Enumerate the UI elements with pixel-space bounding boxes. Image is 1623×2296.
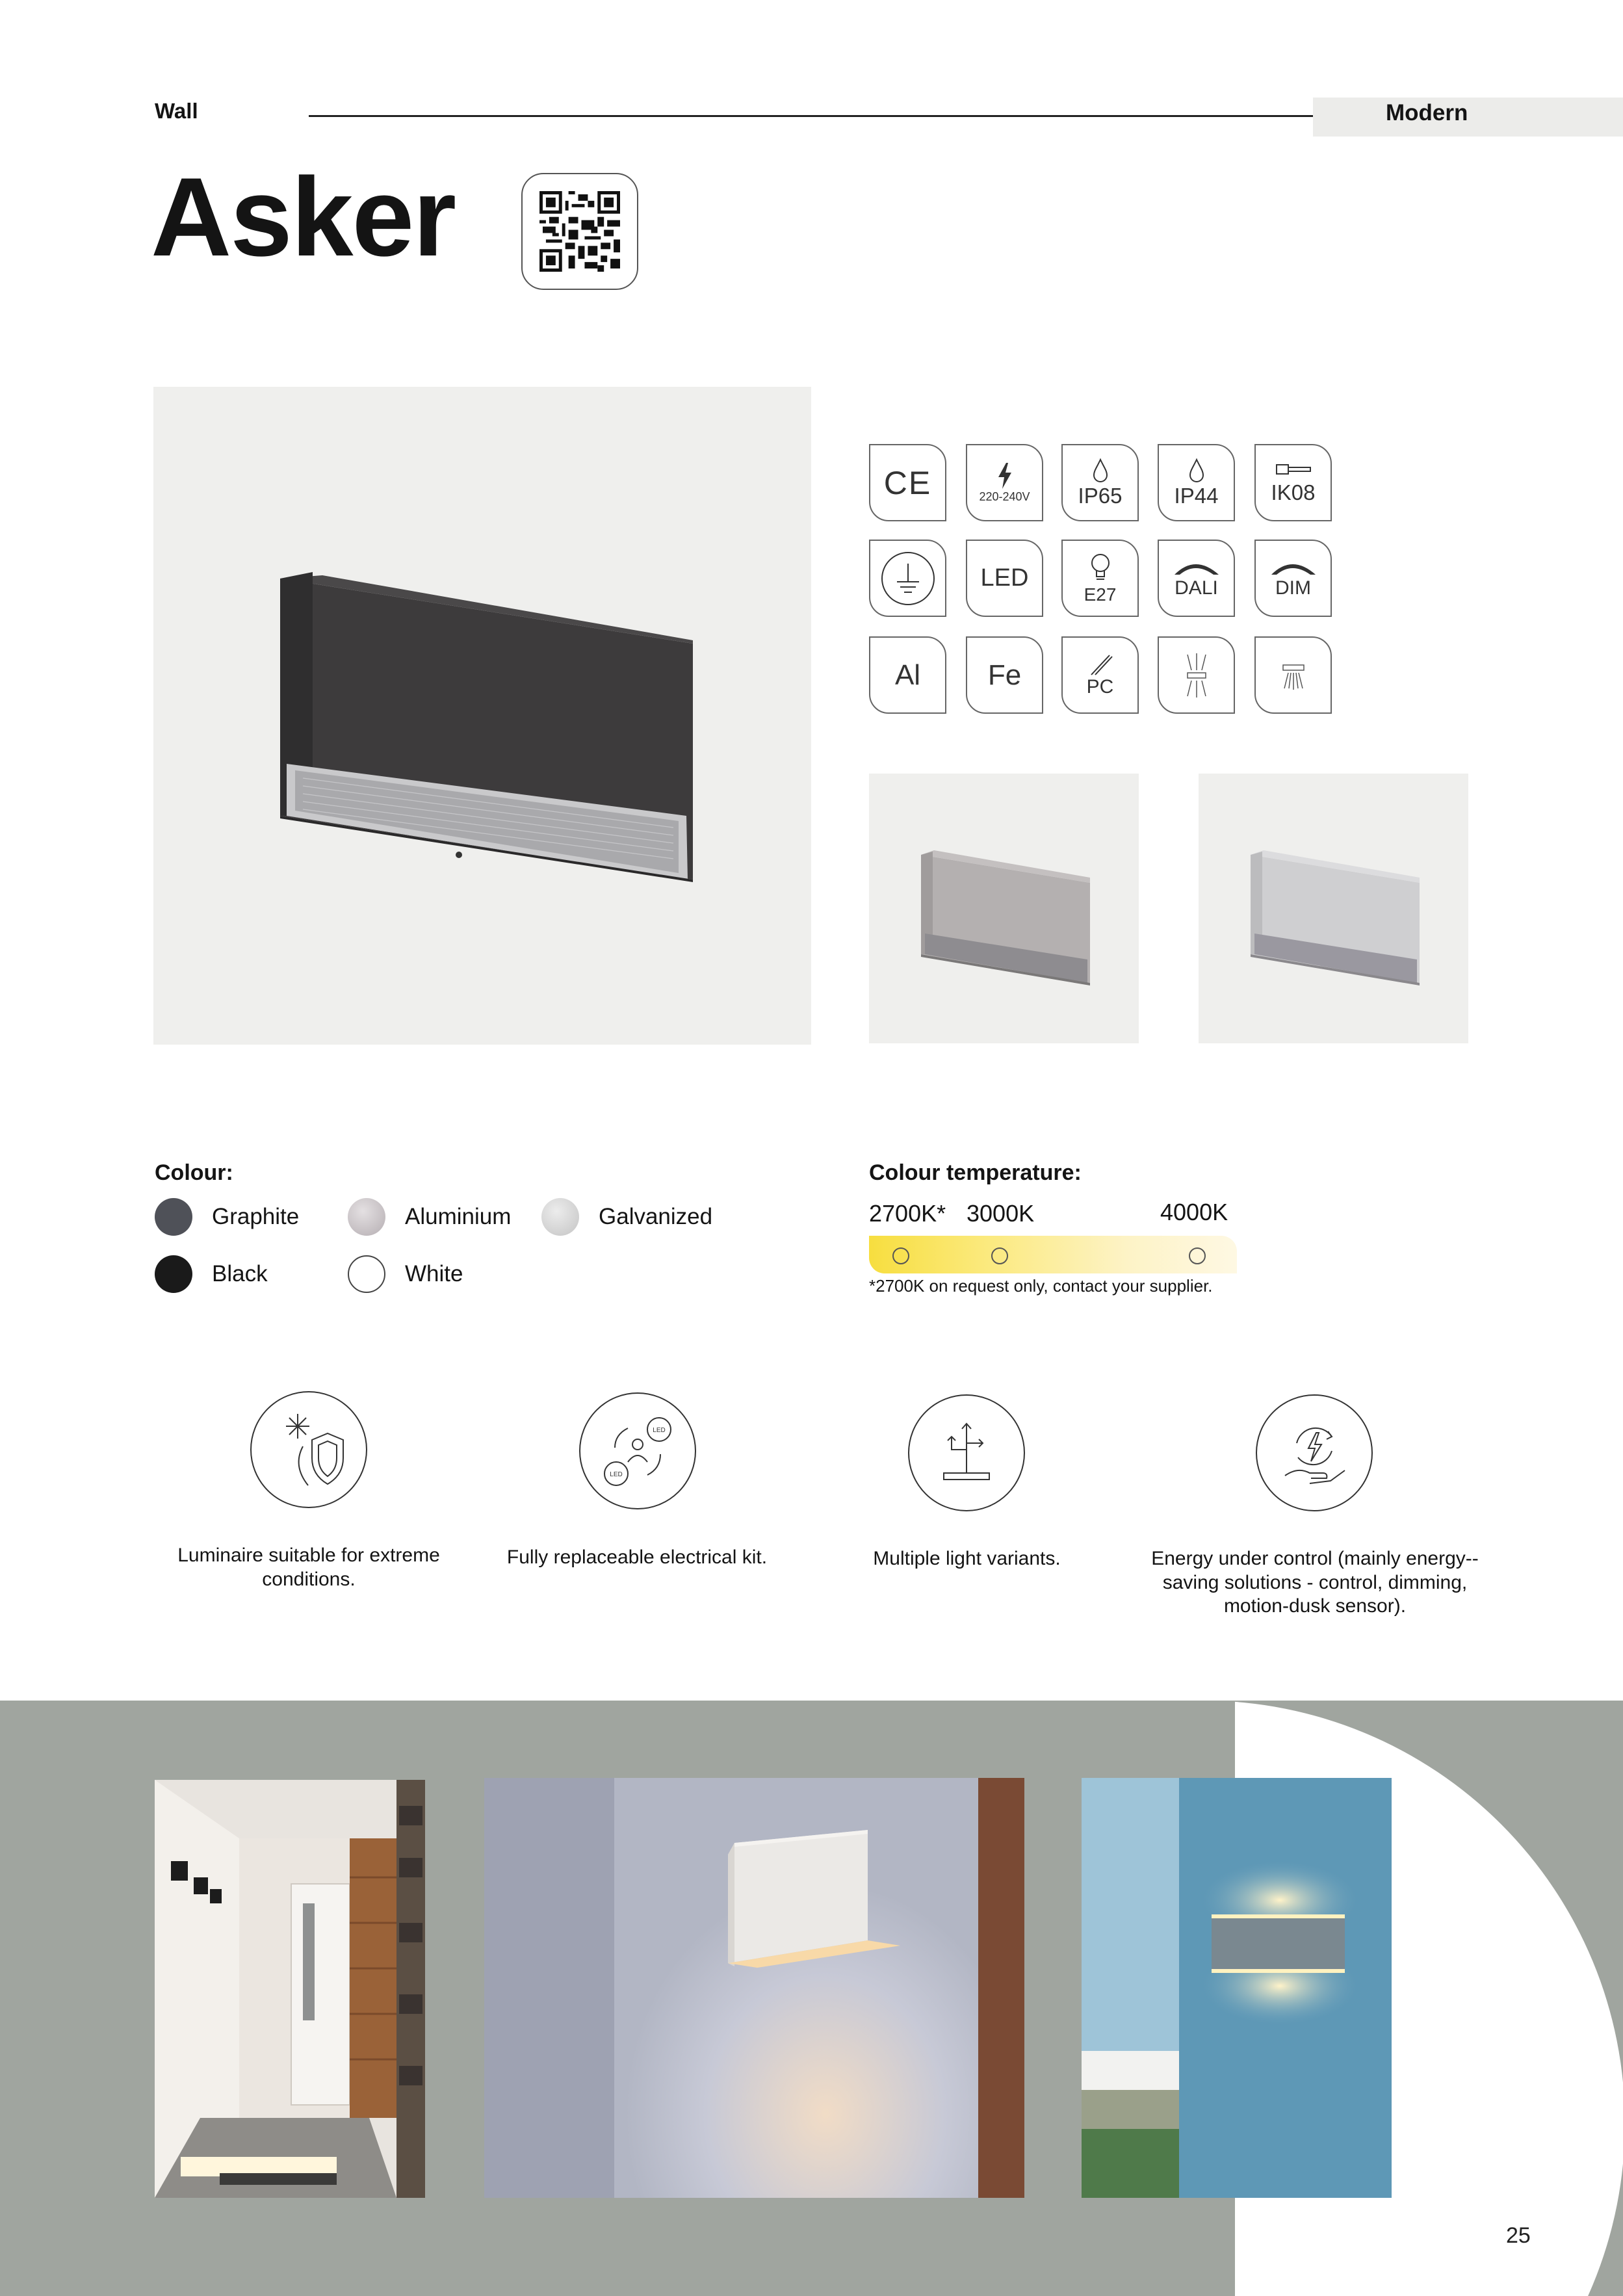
header-divider — [309, 115, 1313, 117]
qr-code[interactable] — [521, 173, 638, 290]
colour-option-aluminium[interactable]: Aluminium — [348, 1198, 511, 1236]
colour-option-galvanized[interactable]: Galvanized — [541, 1198, 712, 1236]
ik08-badge: IK08 — [1254, 444, 1332, 521]
temperature-marker-2700k[interactable] — [892, 1247, 909, 1264]
feature-energy-control — [1256, 1394, 1373, 1511]
temperature-marker-4000k[interactable] — [1189, 1247, 1206, 1264]
white-swatch — [348, 1255, 385, 1293]
led-badge — [966, 540, 1043, 617]
feature-replaceable-kit — [579, 1392, 696, 1509]
colour-option-graphite[interactable]: Graphite — [155, 1198, 299, 1236]
down-light-badge — [1254, 636, 1332, 714]
energy-control-icon — [1272, 1411, 1357, 1495]
ip44-badge: IP44 — [1158, 444, 1235, 521]
qr-code-icon — [539, 191, 620, 272]
earth-ground-icon — [879, 549, 937, 608]
dim-badge: DIM — [1254, 540, 1332, 617]
temperature-footnote: *2700K on request only, contact your supplier. — [869, 1276, 1213, 1296]
aluminium-swatch — [348, 1198, 385, 1236]
svg-text:LED: LED — [610, 1471, 623, 1478]
ip65-badge: IP65 — [1061, 444, 1139, 521]
hammer-icon — [1274, 461, 1313, 480]
up-down-light-badge — [1158, 636, 1235, 714]
page-number: 25 — [1506, 2223, 1531, 2248]
product-title: Asker — [151, 155, 456, 280]
drop-icon — [1187, 458, 1206, 484]
up-down-light-icon — [1177, 649, 1216, 701]
temperature-3000k: 3000K — [967, 1200, 1035, 1227]
style-tag-label: Modern — [1386, 100, 1468, 125]
bulb-icon — [1089, 552, 1112, 584]
voltage-badge: 220-240V — [966, 444, 1043, 521]
temperature-2700k: 2700K* — [869, 1200, 946, 1227]
feature-extreme-conditions — [250, 1391, 367, 1508]
colour-option-white[interactable]: White — [348, 1255, 463, 1293]
led-icon: LED — [980, 564, 1029, 592]
photo-entrance-corridor — [155, 1780, 425, 2198]
feature-energy-control-text: Energy under control (mainly energy--saving solutions - control, dimming, motion-dusk sensor). — [1151, 1548, 1479, 1617]
temperature-4000k: 4000K — [1160, 1199, 1228, 1225]
temperature-marker-3000k[interactable] — [991, 1247, 1008, 1264]
main-product-image — [153, 387, 811, 1045]
style-tag — [1313, 98, 1623, 137]
aluminium-material-badge — [869, 636, 946, 714]
colour-section-title: Colour: — [155, 1160, 233, 1185]
polycarbonate-diffuser-badge: PC — [1061, 636, 1139, 714]
photo-lamp-on-textured-wall — [484, 1778, 1024, 2198]
e27-badge: E27 — [1061, 540, 1139, 617]
dali-badge: DALI — [1158, 540, 1235, 617]
light-variants-icon — [924, 1411, 1009, 1495]
diffuser-icon — [1087, 653, 1113, 676]
aluminium-lamp-illustration — [869, 774, 1139, 1043]
colour-temperature-bar — [869, 1236, 1237, 1273]
down-light-icon — [1274, 656, 1313, 695]
dimming-curve-icon — [1171, 558, 1223, 577]
feature-light-variants-text: Multiple light variants. — [873, 1548, 1061, 1569]
earth-ground-badge — [869, 540, 946, 617]
extreme-conditions-icon — [266, 1407, 351, 1492]
graphite-swatch — [155, 1198, 192, 1236]
feature-replaceable-kit-text: Fully replaceable electrical kit. — [506, 1546, 768, 1568]
replaceable-kit-icon — [595, 1409, 680, 1493]
ce-mark-icon: CE — [883, 464, 932, 501]
black-swatch — [155, 1255, 192, 1293]
galvanized-swatch — [541, 1198, 579, 1236]
aluminium-variant-image — [869, 774, 1139, 1043]
iron-material-badge — [966, 636, 1043, 714]
category-label: Wall — [155, 99, 198, 123]
feature-extreme-conditions-text: Luminaire suitable for extreme conditions. — [177, 1545, 440, 1590]
drop-icon — [1091, 458, 1110, 484]
material-icon: Fe — [987, 659, 1022, 691]
svg-text:LED: LED — [653, 1427, 666, 1434]
feature-light-variants — [908, 1394, 1025, 1511]
ce-mark-badge — [869, 444, 946, 521]
galvanized-lamp-illustration — [1199, 774, 1468, 1043]
dimming-curve-icon — [1267, 558, 1319, 577]
colour-option-black[interactable]: Black — [155, 1255, 268, 1293]
graphite-lamp-illustration — [153, 387, 811, 1045]
photo-lamp-on-blue-wall — [1082, 1778, 1392, 2198]
voltage-icon — [996, 462, 1014, 490]
material-icon: Al — [894, 659, 921, 691]
colour-temperature-title: Colour temperature: — [869, 1160, 1082, 1185]
galvanized-variant-image — [1199, 774, 1468, 1043]
